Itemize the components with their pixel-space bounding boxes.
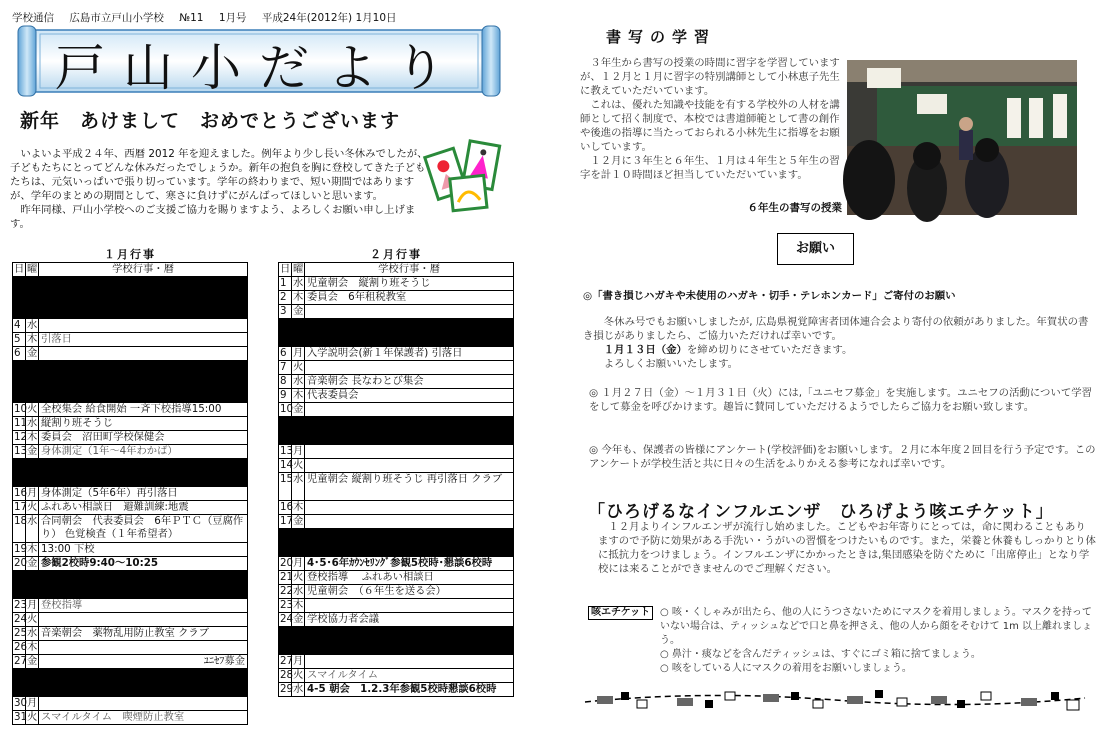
february-calendar-title: ２月行事 (370, 248, 422, 261)
calendar-day-row (279, 683, 514, 697)
calendar-weekday: 月 (27, 487, 38, 499)
calendar-event: 委員会 6年租税教室 (305, 291, 514, 305)
calendar-day-row (13, 711, 248, 725)
calendar-weekday: 木 (293, 389, 304, 401)
calendar-weekday: 水 (293, 585, 304, 597)
calendar-weekend-block (279, 319, 514, 347)
header-date: 平成24年(2012年) 1月10日 (261, 12, 397, 24)
calendar-weekday: 金 (293, 305, 304, 317)
decorative-border (585, 686, 1085, 714)
calendar-weekday: 木 (27, 641, 38, 653)
calendar-day-row (279, 403, 514, 417)
influenza-title: 「ひろげるなインフルエンザ ひろげよう咳エチケット」 (588, 502, 1054, 522)
calendar-day-number: 20 (280, 557, 294, 569)
calendar-event (305, 305, 514, 319)
calendar-day-row (13, 319, 248, 333)
calendar-weekend-block (279, 529, 514, 557)
weekend-shading (13, 669, 248, 697)
calendar-day-row (13, 627, 248, 641)
calendar-event: スマイルタイム (305, 669, 514, 683)
calendar-weekday: 月 (293, 557, 304, 569)
title-banner (16, 22, 502, 100)
calendar-event: 身体測定（5年6年）再引落日 (39, 487, 248, 501)
calendar-weekday: 木 (27, 543, 38, 555)
calendar-day-number: 25 (14, 627, 28, 639)
calendar-day-row (279, 347, 514, 361)
calendar-event: スマイルタイム 喫煙防止教室 (39, 711, 248, 725)
calendar-weekday: 火 (293, 459, 304, 471)
calendar-day-number: 26 (14, 641, 28, 653)
etiquette-item: ○ 咳・くしゃみが出たら、他の人にうつさないためにマスクを着用しましょう。マスクを持っていない場合は、ティッシュなどで口と鼻を押さえ、他の人から顔をそむけて 1m 以上離れましょう。 (660, 607, 1093, 646)
calendar-day-row (13, 641, 248, 655)
calendar-day-row (279, 291, 514, 305)
header-school: 広島市立戸山小学校 (69, 12, 164, 24)
calendar-day-row (13, 431, 248, 445)
calendar-weekday: 火 (27, 711, 38, 723)
calendar-event: 全校集会 給食開始 一斉下校指導15:00 (39, 403, 248, 417)
calendar-day-row (13, 487, 248, 501)
request-item-3: ◎ 今年も、保護者の皆様にアンケート(学校評価)をお願いします。２月に本年度２回目を行う予定です。このアンケートが学校生活と共に日々の生活をふりかえる参考になれば幸いです。 (589, 444, 1096, 470)
shosha-paragraph: １２月に３年生と６年生、１月は４年生と５年生の習字を計１０時間ほど担当していただいています。 (580, 155, 840, 181)
calendar-weekday: 金 (27, 347, 38, 359)
influenza-text (598, 520, 1096, 576)
header-month: 1月号 (218, 12, 247, 24)
calendar-event (305, 459, 514, 473)
calendar-weekday: 月 (293, 655, 304, 667)
calendar-event: 合同朝会 代表委員会 6年ＰＴＣ（豆腐作り） 色覚検査（１年希望者） (39, 515, 248, 543)
calendar-day-number: 6 (279, 347, 292, 361)
calendar-weekday: 金 (27, 655, 38, 667)
calendar-event (39, 347, 248, 361)
calendar-day-number: 29 (280, 683, 294, 695)
february-calendar (278, 246, 514, 697)
weekend-shading (13, 459, 248, 487)
intro-paragraph: 昨年同様、戸山小学校へのご支援ご協力を賜りますよう、よろしくお願い申し上げます。 (10, 204, 416, 230)
calendar-weekday: 水 (27, 627, 38, 639)
intro-text (10, 147, 428, 231)
calendar-weekday: 月 (293, 445, 304, 457)
calendar-event (305, 501, 514, 515)
calendar-day-number: 18 (13, 515, 26, 543)
calligraphy-class-photo (847, 60, 1077, 215)
calendar-day-row (13, 599, 248, 613)
calendar-weekday: 木 (27, 333, 38, 345)
calendar-weekday: 金 (293, 403, 304, 415)
photo-caption: ６年生の書写の授業 (747, 202, 842, 214)
etiquette-item: ○ 鼻汁・痰などを含んだティッシュは、すぐにゴミ箱に捨てましょう。 (660, 649, 981, 660)
cough-etiquette-list (660, 606, 1100, 676)
karuta-cards-illustration (424, 137, 506, 215)
calendar-event: 縦割り班そうじ (39, 417, 248, 431)
calendar-day-number: 14 (280, 459, 294, 471)
calendar-day-row (279, 459, 514, 473)
calendar-weekday: 月 (293, 347, 304, 359)
weekend-shading (13, 361, 248, 403)
calendar-day-number: 31 (14, 711, 28, 723)
calendar-day-row (279, 389, 514, 403)
calendar-event: 登校指導 ふれあい相談日 (305, 571, 514, 585)
calendar-day-number: 10 (14, 403, 28, 415)
calendar-day-number: 2 (279, 291, 292, 305)
calendar-event (39, 697, 248, 711)
calendar-day-number: 17 (14, 501, 28, 513)
request-item-1-close: よろしくお願いいたします。 (603, 358, 739, 370)
calendar-day-number: 3 (279, 305, 292, 319)
calendar-event (305, 403, 514, 417)
new-year-greeting: 新年 あけまして おめでとうございます (20, 110, 401, 132)
calendar-event: 4-5 朝会 1.2.3年参観5校時懇談6校時 (305, 683, 514, 697)
weekend-shading (13, 571, 248, 599)
calendar-header-row (279, 263, 514, 277)
calendar-day-number: 24 (14, 613, 28, 625)
calendar-weekday: 水 (293, 683, 304, 695)
weekend-shading (13, 277, 248, 319)
calendar-day-row (279, 361, 514, 375)
calendar-day-number: 20 (14, 557, 28, 569)
calendar-weekday: 木 (27, 431, 38, 443)
calendar-day-number: 22 (280, 585, 294, 597)
calendar-event: 児童朝会 縦割り班そうじ (305, 277, 514, 291)
calendar-day-row (13, 445, 248, 459)
calendar-day-number: 17 (280, 515, 294, 527)
calendar-weekday: 火 (293, 361, 304, 373)
calendar-weekday: 火 (27, 501, 38, 513)
calendar-day-row (279, 277, 514, 291)
calendar-day-number: 16 (14, 487, 28, 499)
calendar-event (305, 655, 514, 669)
weekend-shading (279, 529, 514, 557)
calendar-day-number: 10 (280, 403, 294, 415)
calendar-day-number: 24 (280, 613, 294, 625)
january-calendar (12, 246, 248, 725)
january-calendar-table (12, 262, 248, 725)
calendar-weekday: 金 (293, 613, 304, 625)
calendar-day-row (13, 613, 248, 627)
calendar-event: 音楽朝会 薬物乱用防止教室 クラブ (39, 627, 248, 641)
weekend-shading (279, 319, 514, 347)
calendar-day-number: 16 (280, 501, 294, 513)
calendar-day-row (279, 501, 514, 515)
calendar-event: 学校協力者会議 (305, 613, 514, 627)
calendar-event (305, 515, 514, 529)
calendar-weekday: 金 (27, 445, 38, 457)
calendar-day-number: 12 (14, 431, 28, 443)
calendar-event: 代表委員会 (305, 389, 514, 403)
request-item-1-heading: ◎「書き損じハガキや未使用のハガキ・切手・テレホンカード」ご寄付のお願い (583, 290, 956, 302)
calendar-weekend-block (279, 627, 514, 655)
calendar-day-row (279, 669, 514, 683)
calendar-header-cell: 学校行事・暦 (305, 263, 514, 277)
calendar-event (39, 641, 248, 655)
calendar-header-cell: 日 (14, 263, 25, 275)
calendar-day-row (13, 515, 248, 543)
calendar-day-number: 13 (280, 445, 294, 457)
calendar-day-row (279, 571, 514, 585)
calendar-weekday: 火 (27, 613, 38, 625)
calendar-header-row (13, 263, 248, 277)
calendar-day-row (13, 697, 248, 711)
calendar-event (39, 319, 248, 333)
calendar-day-row (279, 305, 514, 319)
calendar-weekday: 木 (293, 291, 304, 303)
newsletter-title: 戸山小だより (55, 39, 463, 97)
calendar-weekday: 金 (27, 557, 38, 569)
calendar-event (305, 445, 514, 459)
calendar-weekday: 火 (293, 669, 304, 681)
request-item-1-deadline: １月１３日（金） (603, 344, 687, 356)
calendar-day-row (13, 333, 248, 347)
calendar-weekday: 水 (26, 515, 39, 543)
request-item-2: ◎ １月２７日（金）～１月３１日（火）には,「ユニセフ募金」を実施します。ユニセフの活動について学習をして募金を呼びかけます。趣旨に賛同していただけるようでしたらご協力をお願い致します。 (589, 387, 1092, 413)
calendar-event: 13:00 下校 (39, 543, 248, 557)
calendar-weekday: 月 (27, 697, 38, 709)
calendar-header-cell: 学校行事・暦 (39, 263, 248, 277)
calendar-day-number: 1 (279, 277, 292, 291)
calendar-event: 登校指導 (39, 599, 248, 613)
february-calendar-table (278, 262, 514, 697)
calendar-weekday: 水 (27, 417, 38, 429)
calendar-event: 委員会 沼田町学校保健会 (39, 431, 248, 445)
calendar-day-number: 6 (13, 347, 26, 361)
calendar-event: 入学説明会(新１年保護者) 引落日 (305, 347, 514, 361)
intro-paragraph: いよいよ平成２４年、西暦 2012 年を迎えました。例年より少し長い冬休みでしたが、子どもたちにとってどんな休みだったでしょうか。新年の抱負を胸に登校してきた子どもたちは、元気いっぱいで張り切っています。学年の終わりまで、短い期間ではありますが、学年のまとめの期間として、寒さに負けずにがんばってほしいと思います。 (10, 148, 428, 202)
calendar-weekend-block (13, 459, 248, 487)
calendar-weekday: 水 (293, 277, 304, 289)
request-item-1-deadline-rest: を締め切りにさせていただきます。 (686, 344, 853, 356)
calendar-day-row (279, 655, 514, 669)
calendar-day-number: 4 (13, 319, 26, 333)
calendar-day-row (279, 515, 514, 529)
calendar-weekday: 木 (293, 501, 304, 513)
calendar-day-row (279, 585, 514, 599)
shosha-paragraph: これは、優れた知識や技能を有する学校外の人材を講師として招く制度で、本校では書道師範として書の創作や後進の指導に当たっておられる小林先生に指導をお願いしています。 (580, 99, 840, 153)
shosha-paragraph: ３年生から書写の授業の時間に習字を学習していますが、１２月と１月に習字の特別講師として小林恵子先生に教えていただいています。 (580, 57, 840, 97)
calendar-weekend-block (13, 361, 248, 403)
calendar-day-number: 23 (280, 599, 294, 611)
calendar-weekday: 金 (293, 515, 304, 527)
calendar-day-row (13, 557, 248, 571)
calendar-day-number: 11 (14, 417, 28, 429)
etiquette-item: ○ 咳をしている人にマスクの着用をお願いしましょう。 (660, 663, 912, 674)
calendar-day-row (279, 375, 514, 389)
calendar-day-row (13, 501, 248, 515)
calendar-event: ふれあい相談日 避難訓練:地震 (39, 501, 248, 515)
calendar-day-row (279, 473, 514, 501)
calendar-weekday: 水 (292, 473, 305, 501)
calendar-header-cell: 曜 (293, 263, 304, 275)
calendar-day-number: 15 (279, 473, 292, 501)
calendar-event: 参観2校時9:40～10:25 (39, 557, 248, 571)
weekend-shading (279, 627, 514, 655)
calendar-day-row (13, 543, 248, 557)
calendar-event: 身体測定（1年～4年わかば） (39, 445, 248, 459)
calendar-day-number: 27 (14, 655, 28, 667)
calendar-day-number: 9 (279, 389, 292, 403)
calendar-day-number: 23 (14, 599, 28, 611)
calendar-day-number: 27 (280, 655, 294, 667)
request-item-1 (583, 289, 1095, 371)
calendar-day-row (13, 417, 248, 431)
calendar-day-row (279, 613, 514, 627)
header-number: №11 (179, 12, 204, 24)
calendar-day-row (279, 445, 514, 459)
calendar-day-number: 28 (280, 669, 294, 681)
calendar-weekday: 水 (293, 375, 304, 387)
january-calendar-title: １月行事 (104, 248, 156, 261)
calendar-event: 音楽朝会 長なわとび集会 (305, 375, 514, 389)
calendar-day-row (13, 347, 248, 361)
calendar-event: ﾕﾆｾﾌ募金 (39, 655, 248, 669)
calendar-day-number: 8 (279, 375, 292, 389)
calendar-day-row (279, 557, 514, 571)
calendar-weekday: 火 (27, 403, 38, 415)
calendar-day-row (279, 599, 514, 613)
calendar-weekday: 火 (293, 571, 304, 583)
calendar-weekend-block (13, 277, 248, 319)
calendar-day-row (13, 655, 248, 669)
cough-etiquette-label: 咳エチケット (588, 606, 653, 620)
header-series: 学校通信 (12, 12, 54, 24)
calendar-event: 4･5･6年ｶｳﾝｾﾘﾝｸﾞ参観5校時･懇談6校時 (305, 557, 514, 571)
shosha-text (580, 56, 844, 182)
calendar-event (305, 599, 514, 613)
calendar-event: 引落日 (39, 333, 248, 347)
calendar-day-number: 19 (14, 543, 28, 555)
calendar-weekday: 木 (293, 599, 304, 611)
calendar-day-number: 5 (13, 333, 26, 347)
calendar-event: 児童朝会 縦割り班そうじ 再引落日 クラブ (305, 473, 514, 501)
calendar-weekend-block (13, 669, 248, 697)
calendar-weekday: 水 (27, 319, 38, 331)
calendar-weekday: 月 (27, 599, 38, 611)
calendar-header-cell: 日 (280, 263, 291, 275)
calendar-day-number: 13 (14, 445, 28, 457)
influenza-body: １２月よりインフルエンザが流行し始めました。こどもやお年寄りにとっては，命に関わることもありますので予防に効果がある手洗い・うがいの習慣をつけたいものです。また，栄養と休養もしっかりとり体に抵抗力をつけましょう。インフルエンザにかかったときは,集団感染を防ぐために「出席停止」となり学校には来ることができませんのでご理解ください。 (598, 521, 1096, 575)
calendar-day-number: 21 (280, 571, 294, 583)
shosha-title: 書写の学習 (606, 28, 717, 46)
request-item-1-body: 冬休み号でもお願いしましたが, 広島県視覚障害者団体連合会より寄付の依頼がありました。年賀状の書き損じがありましたら、ご協力いただければ幸いです。 (583, 316, 1089, 342)
calendar-day-number: 7 (279, 361, 292, 375)
calendar-header-cell: 曜 (27, 263, 38, 275)
calendar-weekend-block (13, 571, 248, 599)
calendar-day-number: 30 (14, 697, 28, 709)
calendar-event: 児童朝会 （６年生を送る会） (305, 585, 514, 599)
onegai-heading: お願い (777, 233, 854, 265)
calendar-event (39, 613, 248, 627)
calendar-day-row (13, 403, 248, 417)
calendar-event (305, 361, 514, 375)
calendar-weekend-block (279, 417, 514, 445)
weekend-shading (279, 417, 514, 445)
